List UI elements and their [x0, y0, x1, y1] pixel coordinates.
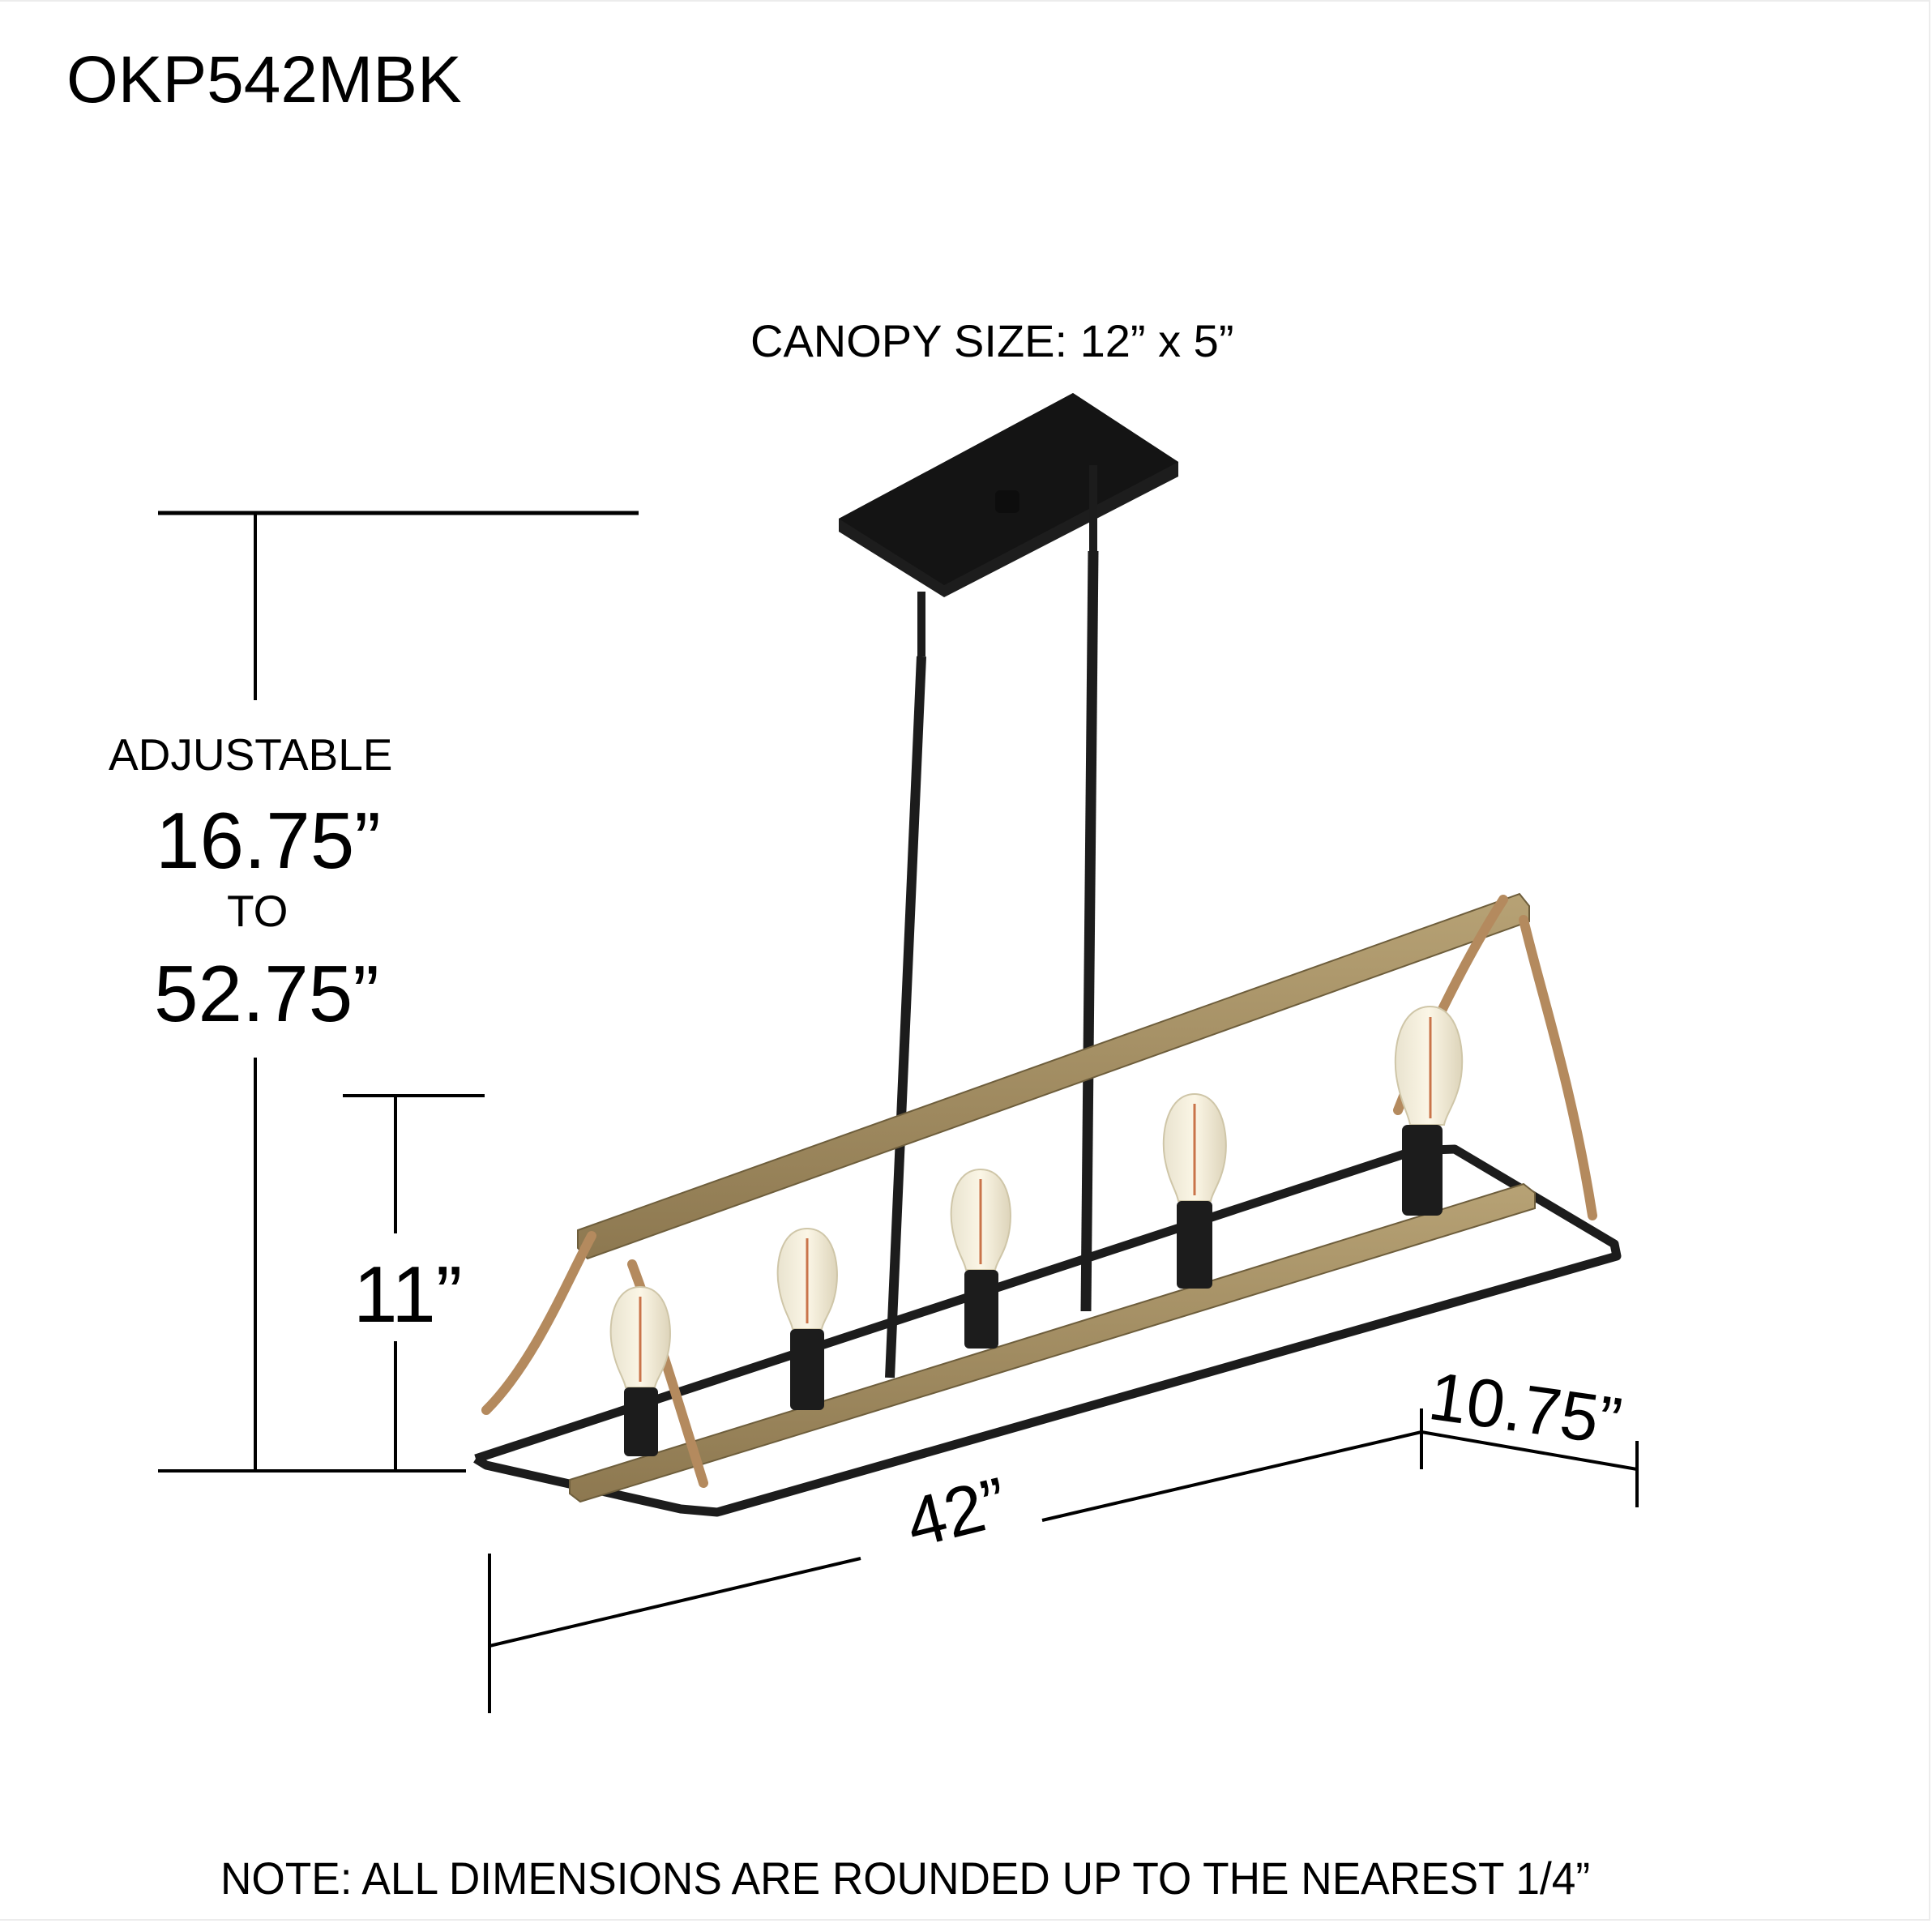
- depth-value: 10.75”: [1424, 1357, 1626, 1460]
- bulb-2: [778, 1229, 837, 1410]
- bulb-5: [1396, 1007, 1462, 1216]
- to-label: TO: [227, 886, 289, 936]
- body-height-value: 11”: [353, 1250, 463, 1339]
- bulb-1: [611, 1287, 670, 1456]
- length-value: 42”: [898, 1463, 1015, 1563]
- canopy-size-label: CANOPY SIZE: 12” x 5”: [750, 315, 1234, 366]
- height-min-value: 16.75”: [156, 796, 381, 885]
- top-wood-beam: [578, 894, 1529, 1259]
- height-max-value: 52.75”: [154, 949, 379, 1038]
- footer-note: NOTE: ALL DIMENSIONS ARE ROUNDED UP TO THE NEAREST 1/4”: [220, 1853, 1591, 1904]
- bottom-wood-beam: [570, 1184, 1535, 1502]
- bulb-3: [951, 1169, 1011, 1349]
- bulb-4: [1164, 1094, 1226, 1289]
- model-number: OKP542MBK: [66, 43, 462, 117]
- canopy-plate: [839, 393, 1178, 597]
- adjustable-label: ADJUSTABLE: [109, 729, 393, 780]
